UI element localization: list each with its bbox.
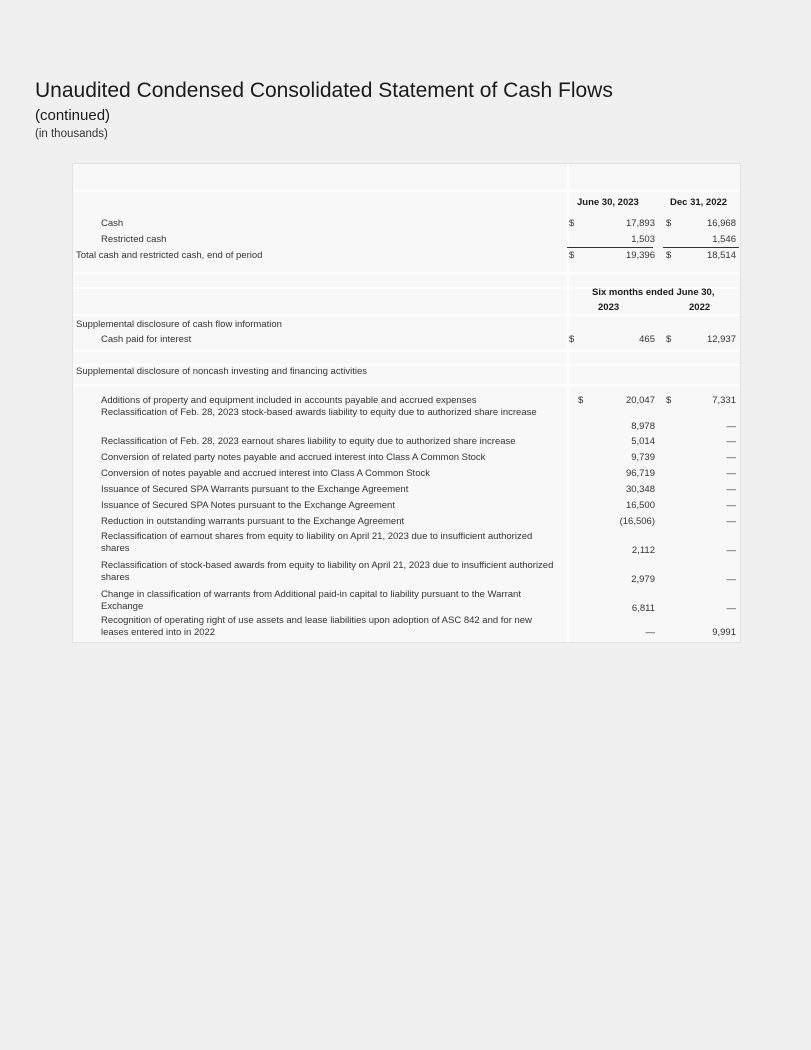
subtotal-rule — [663, 247, 739, 248]
value-2023: 2,979 — [631, 574, 655, 585]
value-2022: 16,968 — [706, 218, 736, 229]
col-header-dec-2022: Dec 31, 2022 — [670, 197, 728, 208]
value-2023: 19,396 — [625, 250, 655, 261]
value-2023: 30,348 — [625, 484, 655, 495]
col-header-june-2023: June 30, 2023 — [577, 197, 639, 208]
row-label: Supplemental disclosure of noncash investing and financing activities — [76, 366, 367, 377]
value-2023: 465 — [639, 334, 655, 345]
value-2022: — — [726, 436, 736, 447]
row-label: Total cash and restricted cash, end of period — [76, 250, 263, 261]
row-label: Change in classification of warrants from Additional paid-in capital to liability pursuant to the Warrant Exchange — [101, 589, 521, 612]
value-2022: — — [726, 484, 736, 495]
currency-symbol: $ — [569, 334, 575, 345]
value-2022: — — [726, 421, 736, 432]
row-label: Conversion of notes payable and accrued interest into Class A Common Stock — [101, 468, 430, 479]
row-label: Cash paid for interest — [101, 334, 192, 345]
page-subtitle: (continued) — [35, 107, 111, 124]
value-2022: 9,991 — [712, 627, 736, 638]
value-2022: — — [726, 574, 736, 585]
row-label: Supplemental disclosure of cash flow information — [76, 319, 282, 330]
row-label: Reclassification of Feb. 28, 2023 earnout shares liability to equity due to authorized share increase — [101, 436, 516, 447]
page-title: Unaudited Condensed Consolidated Statement of Cash Flows — [35, 79, 613, 102]
currency-symbol: $ — [578, 395, 584, 406]
value-2023: 2,112 — [631, 545, 655, 556]
currency-symbol: $ — [666, 395, 672, 406]
currency-symbol: $ — [666, 334, 672, 345]
value-2022: 18,514 — [706, 250, 736, 261]
value-2023: (16,506) — [619, 516, 655, 527]
currency-symbol: $ — [666, 218, 672, 229]
currency-symbol: $ — [666, 250, 672, 261]
value-2022: 7,331 — [712, 395, 736, 406]
value-2023: 96,719 — [625, 468, 655, 479]
units-note: (in thousands) — [35, 128, 108, 140]
value-2023: 5,014 — [631, 436, 655, 447]
period-header: Six months ended June 30, — [592, 287, 715, 298]
value-2023: 6,811 — [631, 603, 655, 614]
row-label: Reclassification of earnout shares from equity to liability on April 21, 2023 due to insufficient authorized shares — [101, 531, 533, 554]
value-2023: 8,978 — [631, 421, 655, 432]
row-label: Cash — [101, 218, 124, 229]
row-label: Issuance of Secured SPA Warrants pursuant to the Exchange Agreement — [101, 484, 409, 495]
row-label: Reclassification of Feb. 28, 2023 stock-based awards liability to equity due to authorized share increase — [101, 407, 537, 418]
value-2023: 1,503 — [631, 234, 655, 245]
value-2022: — — [726, 500, 736, 511]
value-2022: — — [726, 452, 736, 463]
value-2023: 20,047 — [625, 395, 655, 406]
col-header-2022: 2022 — [689, 302, 711, 313]
col-header-2023: 2023 — [598, 302, 620, 313]
value-2022: — — [726, 516, 736, 527]
currency-symbol: $ — [569, 250, 575, 261]
value-2023: 17,893 — [625, 218, 655, 229]
value-2023: — — [645, 627, 655, 638]
row-label: Additions of property and equipment included in accounts payable and accrued expenses — [101, 395, 477, 406]
currency-symbol: $ — [569, 218, 575, 229]
row-label: Reclassification of stock-based awards from equity to liability on April 21, 2023 due to insufficient authorized shares — [101, 560, 554, 583]
cash-flow-table — [72, 163, 741, 643]
row-label: Conversion of related party notes payable and accrued interest into Class A Common Stock — [101, 452, 486, 463]
row-label: Reduction in outstanding warrants pursuant to the Exchange Agreement — [101, 516, 405, 527]
value-2022: — — [726, 603, 736, 614]
row-label: Recognition of operating right of use assets and lease liabilities upon adoption of ASC 842 and for new leases entered into in 2022 — [101, 615, 532, 638]
row-label: Restricted cash — [101, 234, 167, 245]
value-2022: — — [726, 545, 736, 556]
value-2022: — — [726, 468, 736, 479]
value-2022: 1,546 — [712, 234, 736, 245]
row-label: Issuance of Secured SPA Notes pursuant to the Exchange Agreement — [101, 500, 395, 511]
subtotal-rule — [567, 247, 653, 248]
value-2022: 12,937 — [706, 334, 736, 345]
value-2023: 16,500 — [625, 500, 655, 511]
value-2023: 9,739 — [631, 452, 655, 463]
